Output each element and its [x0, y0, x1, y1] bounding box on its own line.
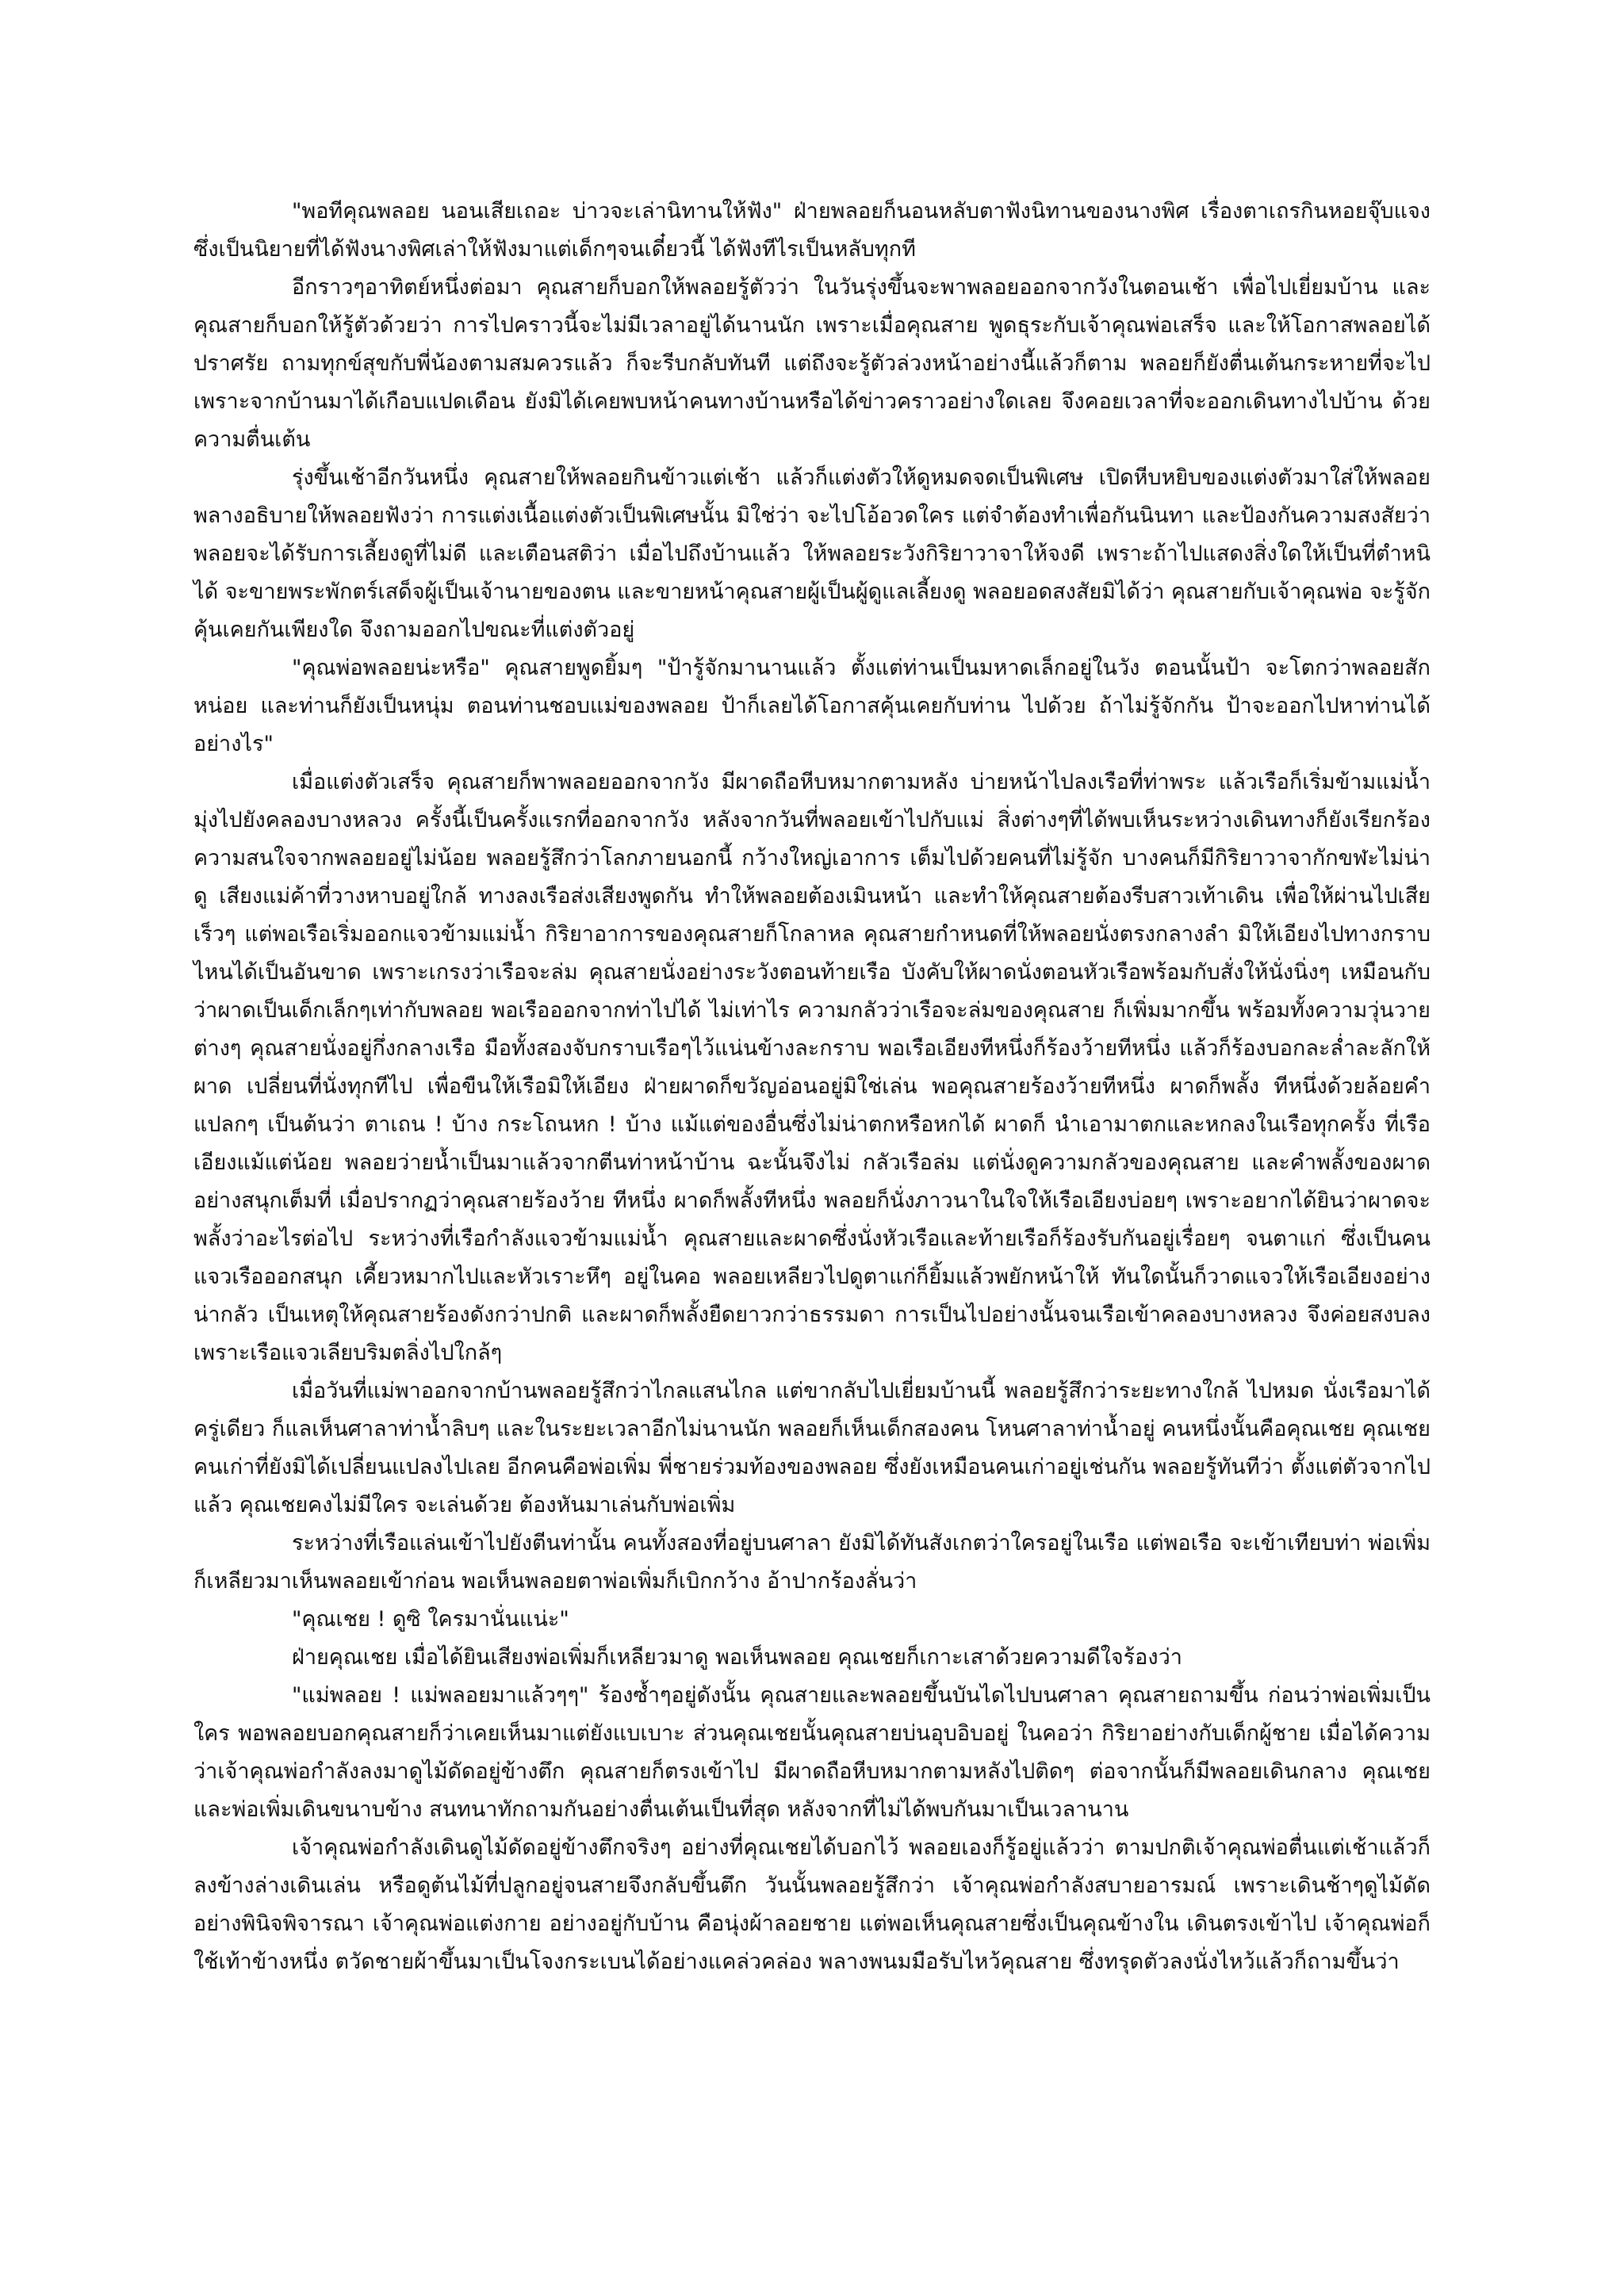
paragraph: "คุณเชย ! ดูซิ ใครมานั่นแน่ะ" [292, 1607, 569, 1632]
paragraph: "คุณพ่อพลอยน่ะหรือ" คุณสายพูดยิ้มๆ "ป้ารู้จักมานานแล้ว ตั้งแต่ท่านเป็นมหาดเล็กอยู่ในวัง ตอนนั้นป้า จะโตกว่าพลอยสักหน่อย และท่านก็ยังเป็นหนุ่ม ตอนท่านชอบแม่ของพลอย ป้าก็เลยได้โอกาสคุ้นเคยกับท่าน ไปด้วย ถ้าไม่รู้จักกัน ป้าจะออกไปหาท่านได้อย่างไร" [193, 656, 1431, 756]
paragraph: ระหว่างที่เรือแล่นเข้าไปยังตีนท่านั้น คนทั้งสองที่อยู่บนศาลา ยังมิได้ทันสังเกตว่าใครอยู่ในเรือ แต่พอเรือ จะเข้าเทียบท่า พ่อเพิ่มก็เหลียวมาเห็นพลอยเข้าก่อน พอเห็นพลอยตาพ่อเพิ่มก็เบิกกว้าง อ้าปากร้องลั่นว่า [193, 1531, 1431, 1594]
paragraph: เมื่อแต่งตัวเสร็จ คุณสายก็พาพลอยออกจากวัง มีผาดถือหีบหมากตามหลัง บ่ายหน้าไปลงเรือที่ท่าพระ แล้วเรือก็เริ่มข้ามแม่น้ำมุ่งไปยังคลองบางหลวง ครั้งนี้เป็นครั้งแรกที่ออกจากวัง หลังจากวันที่พลอยเข้าไปกับแม่ สิ่งต่างๆที่ได้พบเห็นระหว่างเดินทางก็ยังเรียกร้องความสนใจจากพลอยอยู่ไม่น้อย พลอยรู้สึกว่าโลกภายนอกนี้ กว้างใหญ่เอาการ เต็มไปด้วยคนที่ไม่รู้จัก บางคนก็มีกิริยาวาจากักขฬะไม่น่าดู เสียงแม่ค้าที่วางหาบอยู่ใกล้ ทางลงเรือส่งเสียงพูดกัน ทำให้พลอยต้องเมินหน้า และทำให้คุณสายต้องรีบสาวเท้าเดิน เพื่อให้ผ่านไปเสียเร็วๆ แต่พอเรือเริ่มออกแจวข้ามแม่น้ำ กิริยาอาการของคุณสายก็โกลาหล คุณสายกำหนดที่ให้พลอยนั่งตรงกลางลำ มิให้เอียงไปทางกราบไหนได้เป็นอันขาด เพราะเกรงว่าเรือจะล่ม คุณสายนั่งอย่างระวังตอนท้ายเรือ บังคับให้ผาดนั่งตอนหัวเรือพร้อมกับสั่งให้นั่งนิ่งๆ เหมือนกับว่าผาดเป็นเด็กเล็กๆเท่ากับพลอย พอเรือออกจากท่าไปได้ ไม่เท่าไร ความกลัวว่าเรือจะล่มของคุณสาย ก็เพิ่มมากขึ้น พร้อมทั้งความวุ่นวายต่างๆ คุณสายนั่งอยู่กึ่งกลางเรือ มือทั้งสองจับกราบเรือๆไว้แน่นข้างละกราบ พอเรือเอียงทีหนึ่งก็ร้องว้ายทีหนึ่ง แล้วก็ร้องบอกละล่ำละลักให้ผาด เปลี่ยนที่นั่งทุกทีไป เพื่อขืนให้เรือมิให้เอียง ฝ่ายผาดก็ขวัญอ่อนอยู่มิใช่เล่น พอคุณสายร้องว้ายทีหนึ่ง ผาดก็พลั้ง ทีหนึ่งด้วยล้อยคำแปลกๆ เป็นต้นว่า ตาเถน ! บ้าง กระโถนหก ! บ้าง แม้แต่ของอื่นซึ่งไม่น่าตกหรือหกได้ ผาดก็ นำเอามาตกและหกลงในเรือทุกครั้ง ที่เรือเอียงแม้แต่น้อย พลอยว่ายน้ำเป็นมาแล้วจากตีนท่าหน้าบ้าน ฉะนั้นจึงไม่ กลัวเรือล่ม แต่นั่งดูความกลัวของคุณสาย และคำพลั้งของผาดอย่างสนุกเต็มที่ เมื่อปรากฏว่าคุณสายร้องว้าย ทีหนึ่ง ผาดก็พลั้งทีหนึ่ง พลอยก็นั่งภาวนาในใจให้เรือเอียงบ่อยๆ เพราะอยากได้ยินว่าผาดจะพลั้งว่าอะไรต่อไป ระหว่างที่เรือกำลังแจวข้ามแม่น้ำ คุณสายและผาดซึ่งนั่งหัวเรือและท้ายเรือก็ร้องรับกันอยู่เรื่อยๆ จนตาแก่ ซึ่งเป็นคนแจวเรือออกสนุก เคี้ยวหมากไปและหัวเราะหึๆ อยู่ในคอ พลอยเหลียวไปดูตาแก่ก็ยิ้มแล้วพยักหน้าให้ ทันใดนั้นก็วาดแจวให้เรือเอียงอย่างน่ากลัว เป็นเหตุให้คุณสายร้องดังกว่าปกติ และผาดก็พลั้งยืดยาวกว่าธรรมดา การเป็นไปอย่างนั้นจนเรือเข้าคลองบางหลวง จึงค่อยสงบลง เพราะเรือแจวเลียบริมตลิ่งไปใกล้ๆ [193, 770, 1431, 1365]
paragraph: "แม่พลอย ! แม่พลอยมาแล้วๆๆ" ร้องซ้ำๆอยู่ดังนั้น คุณสายและพลอยขึ้นบันไดไปบนศาลา คุณสายถามขึ้น ก่อนว่าพ่อเพิ่มเป็นใคร พอพลอยบอกคุณสายก็ว่าเคยเห็นมาแต่ยังแบเบาะ ส่วนคุณเชยนั้นคุณสายบ่นอุบอิบอยู่ ในคอว่า กิริยาอย่างกับเด็กผู้ชาย เมื่อได้ความว่าเจ้าคุณพ่อกำลังลงมาดูไม้ดัดอยู่ข้างตึก คุณสายก็ตรงเข้าไป มีผาดถือหีบหมากตามหลังไปติดๆ ต่อจากนั้นก็มีพลอยเดินกลาง คุณเชยและพ่อเพิ่มเดินขนาบข้าง สนทนาทักถามกันอย่างตื่นเต้นเป็นที่สุด หลังจากที่ไม่ได้พบกันมาเป็นเวลานาน [193, 1683, 1431, 1822]
paragraph: "พอทีคุณพลอย นอนเสียเถอะ บ่าวจะเล่านิทานให้ฟัง" ฝ่ายพลอยก็นอนหลับตาฟังนิทานของนางพิศ เรื่องตาเถรกินหอยจุ๊บแจง ซึ่งเป็นนิยายที่ได้ฟังนางพิศเล่าให้ฟังมาแต่เด็กๆจนเดี๋ยวนี้ ได้ฟังทีไรเป็นหลับทุกที [193, 199, 1431, 262]
paragraph: เจ้าคุณพ่อกำลังเดินดูไม้ดัดอยู่ข้างตึกจริงๆ อย่างที่คุณเชยได้บอกไว้ พลอยเองก็รู้อยู่แล้วว่า ตามปกติเจ้าคุณพ่อตื่นแต่เช้าแล้วก็ลงข้างล่างเดินเล่น หรือดูต้นไม้ที่ปลูกอยู่จนสายจึงกลับขึ้นตึก วันนั้นพลอยรู้สึกว่า เจ้าคุณพ่อกำลังสบายอารมณ์ เพราะเดินช้าๆดูไม้ดัดอย่างพินิจพิจารณา เจ้าคุณพ่อแต่งกาย อย่างอยู่กับบ้าน คือนุ่งผ้าลอยชาย แต่พอเห็นคุณสายซึ่งเป็นคุณข้างใน เดินตรงเข้าไป เจ้าคุณพ่อก็ใช้เท้าข้างหนึ่ง ตวัดชายผ้าขึ้นมาเป็นโจงกระเบนได้อย่างแคล่วคล่อง พลางพนมมือรับไหว้คุณสาย ซึ่งทรุดตัวลงนั่งไหว้แล้วก็ถามขึ้นว่า [193, 1835, 1431, 1974]
paragraph: อีกราวๆอาทิตย์หนึ่งต่อมา คุณสายก็บอกให้พลอยรู้ตัวว่า ในวันรุ่งขึ้นจะพาพลอยออกจากวังในตอนเช้า เพื่อไปเยี่ยมบ้าน และคุณสายก็บอกให้รู้ตัวด้วยว่า การไปคราวนี้จะไม่มีเวลาอยู่ได้นานนัก เพราะเมื่อคุณสาย พูดธุระกับเจ้าคุณพ่อเสร็จ และให้โอกาสพลอยได้ปราศรัย ถามทุกข์สุขกับพี่น้องตามสมควรแล้ว ก็จะรีบกลับทันที แต่ถึงจะรู้ตัวล่วงหน้าอย่างนี้แล้วก็ตาม พลอยก็ยังตื่นเต้นกระหายที่จะไป เพราะจากบ้านมาได้เกือบแปดเดือน ยังมิได้เคยพบหน้าคนทางบ้านหรือได้ข่าวคราวอย่างใดเลย จึงคอยเวลาที่จะออกเดินทางไปบ้าน ด้วยความตื่นเต้น [193, 275, 1431, 452]
paragraph: รุ่งขึ้นเช้าอีกวันหนึ่ง คุณสายให้พลอยกินข้าวแต่เช้า แล้วก็แต่งตัวให้ดูหมดจดเป็นพิเศษ เปิดหีบหยิบของแต่งตัวมาใส่ให้พลอย พลางอธิบายให้พลอยฟังว่า การแต่งเนื้อแต่งตัวเป็นพิเศษนั้น มิใช่ว่า จะไปโอ้อวดใคร แต่จำต้องทำเพื่อกันนินทา และป้องกันความสงสัยว่า พลอยจะได้รับการเลี้ยงดูที่ไม่ดี และเตือนสติว่า เมื่อไปถึงบ้านแล้ว ให้พลอยระวังกิริยาวาจาให้จงดี เพราะถ้าไปแสดงสิ่งใดให้เป็นที่ตำหนิได้ จะขายพระพักตร์เสด็จผู้เป็นเจ้านายของตน และขายหน้าคุณสายผู้เป็นผู้ดูแลเลี้ยงดู พลอยอดสงสัยมิได้ว่า คุณสายกับเจ้าคุณพ่อ จะรู้จักคุ้นเคยกันเพียงใด จึงถามออกไปขณะที่แต่งตัวอยู่ [193, 465, 1431, 642]
paragraph: เมื่อวันที่แม่พาออกจากบ้านพลอยรู้สึกว่าไกลแสนไกล แต่ขากลับไปเยี่ยมบ้านนี้ พลอยรู้สึกว่าระยะทางใกล้ ไปหมด นั่งเรือมาได้ครู่เดียว ก็แลเห็นศาลาท่าน้ำลิบๆ และในระยะเวลาอีกไม่นานนัก พลอยก็เห็นเด็กสองคน โหนศาลาท่าน้ำอยู่ คนหนึ่งนั้นคือคุณเชย คุณเชยคนเก่าที่ยังมิได้เปลี่ยนแปลงไปเลย อีกคนคือพ่อเพิ่ม พี่ชายร่วมท้องของพลอย ซึ่งยังเหมือนคนเก่าอยู่เช่นกัน พลอยรู้ทันทีว่า ตั้งแต่ตัวจากไปแล้ว คุณเชยคงไม่มีใคร จะเล่นด้วย ต้องหันมาเล่นกับพ่อเพิ่ม [193, 1379, 1431, 1517]
body-text [193, 193, 1431, 1981]
paragraph: ฝ่ายคุณเชย เมื่อได้ยินเสียงพ่อเพิ่มก็เหลียวมาดู พอเห็นพลอย คุณเชยก็เกาะเสาด้วยความดีใจร้องว่า [292, 1645, 1182, 1670]
